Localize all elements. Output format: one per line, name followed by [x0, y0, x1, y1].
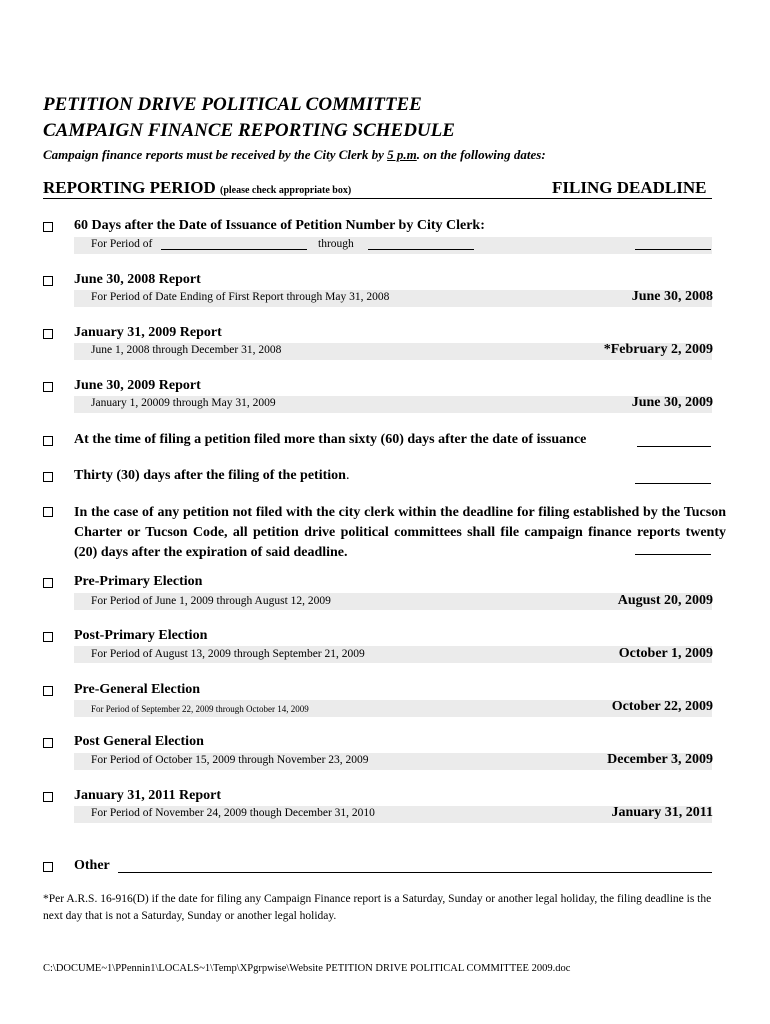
item-period: For Period of June 1, 2009 through August 12, 2009: [91, 595, 331, 607]
item-deadline: December 3, 2009: [607, 752, 713, 767]
item-deadline: June 30, 2009: [631, 395, 713, 410]
item-paragraph: In the case of any petition not filed with the city clerk within the deadline for filing established by the Tucson Charter or Tucson Code, all petition drive political committees shall file campaign finance reports twenty (20) days after the expiration of said deadline.: [74, 505, 726, 560]
checkbox-jan-2011[interactable]: [43, 792, 53, 802]
deadline-blank[interactable]: [637, 446, 711, 447]
reporting-period-label: REPORTING PERIOD: [43, 178, 216, 197]
file-path: C:\DOCUME~1\PPennin1\LOCALS~1\Temp\XPgrpwise\Website PETITION DRIVE POLITICAL COMMITTEE 2009.doc: [43, 963, 571, 974]
item-deadline: June 30, 2008: [631, 289, 713, 304]
item-period: For Period of September 22, 2009 through October 14, 2009: [91, 704, 309, 714]
item-deadline: October 22, 2009: [611, 699, 713, 714]
checkbox-pre-primary[interactable]: [43, 578, 53, 588]
filing-deadline-header: FILING DEADLINE: [552, 178, 707, 197]
checkbox-thirty-days[interactable]: [43, 472, 53, 482]
item-title: [74, 468, 349, 484]
item-title: 60 Days after the Date of Issuance of Petition Number by City Clerk:: [74, 218, 485, 233]
item-title: At the time of filing a petition filed more than sixty (60) days after the date of issuance: [74, 432, 587, 447]
reporting-period-note: (please check appropriate box): [219, 185, 352, 196]
reporting-period-header: [43, 178, 351, 198]
item-title: June 30, 2008 Report: [74, 272, 201, 287]
subtitle-text: Campaign finance reports must be received by the City Clerk by: [43, 147, 388, 162]
row-shade: [74, 237, 712, 254]
item-period: January 1, 20009 through May 31, 2009: [91, 397, 276, 409]
subtitle-end: . on the following dates:: [416, 147, 546, 162]
item-title: Post-Primary Election: [74, 628, 208, 643]
checkbox-june-2009[interactable]: [43, 382, 53, 392]
item-title-period: .: [345, 468, 350, 483]
period-from-label: For Period of: [91, 238, 153, 250]
deadline-blank[interactable]: [635, 554, 711, 555]
checkbox-post-general[interactable]: [43, 738, 53, 748]
subtitle: [43, 147, 546, 163]
period-from-blank[interactable]: [161, 249, 307, 250]
item-deadline: *February 2, 2009: [603, 342, 713, 357]
header-rule: [43, 198, 712, 199]
item-deadline: October 1, 2009: [618, 646, 713, 661]
period-through-label: through: [318, 238, 354, 250]
item-deadline: January 31, 2011: [611, 805, 713, 820]
deadline-blank[interactable]: [635, 249, 711, 250]
title-line-2: CAMPAIGN FINANCE REPORTING SCHEDULE: [43, 120, 455, 141]
period-through-blank[interactable]: [368, 249, 474, 250]
item-title: Pre-General Election: [74, 682, 201, 697]
subtitle-time: 5 p.m: [387, 147, 417, 162]
footnote: *Per A.R.S. 16-916(D) if the date for filing any Campaign Finance report is a Saturday, Sunday or another legal holiday, the filing deadline is the next day that is not a Saturday, Sunday or another legal holiday.: [43, 893, 712, 922]
item-period: For Period of Date Ending of First Report through May 31, 2008: [91, 291, 390, 303]
other-blank[interactable]: [118, 872, 712, 873]
item-deadline: August 20, 2009: [617, 593, 713, 608]
title-line-1: PETITION DRIVE POLITICAL COMMITTEE: [43, 94, 422, 115]
checkbox-sixty-days[interactable]: [43, 436, 53, 446]
checkbox-pre-general[interactable]: [43, 686, 53, 696]
item-title: Pre-Primary Election: [74, 574, 203, 589]
item-period: For Period of November 24, 2009 though December 31, 2010: [91, 807, 375, 819]
checkbox-late-petition[interactable]: [43, 507, 53, 517]
item-title: Other: [74, 858, 110, 873]
checkbox-60-days[interactable]: [43, 222, 53, 232]
deadline-blank[interactable]: [635, 483, 711, 484]
item-period: June 1, 2008 through December 31, 2008: [91, 344, 282, 356]
checkbox-post-primary[interactable]: [43, 632, 53, 642]
checkbox-jan-2009[interactable]: [43, 329, 53, 339]
item-title-text: Thirty (30) days after the filing of the petition: [74, 468, 346, 483]
item-title: January 31, 2011 Report: [74, 788, 221, 803]
item-period: For Period of August 13, 2009 through September 21, 2009: [91, 648, 365, 660]
checkbox-other[interactable]: [43, 862, 53, 872]
item-title: Post General Election: [74, 734, 204, 749]
checkbox-june-2008[interactable]: [43, 276, 53, 286]
item-title: June 30, 2009 Report: [74, 378, 201, 393]
item-title: January 31, 2009 Report: [74, 325, 222, 340]
item-period: For Period of October 15, 2009 through November 23, 2009: [91, 754, 369, 766]
